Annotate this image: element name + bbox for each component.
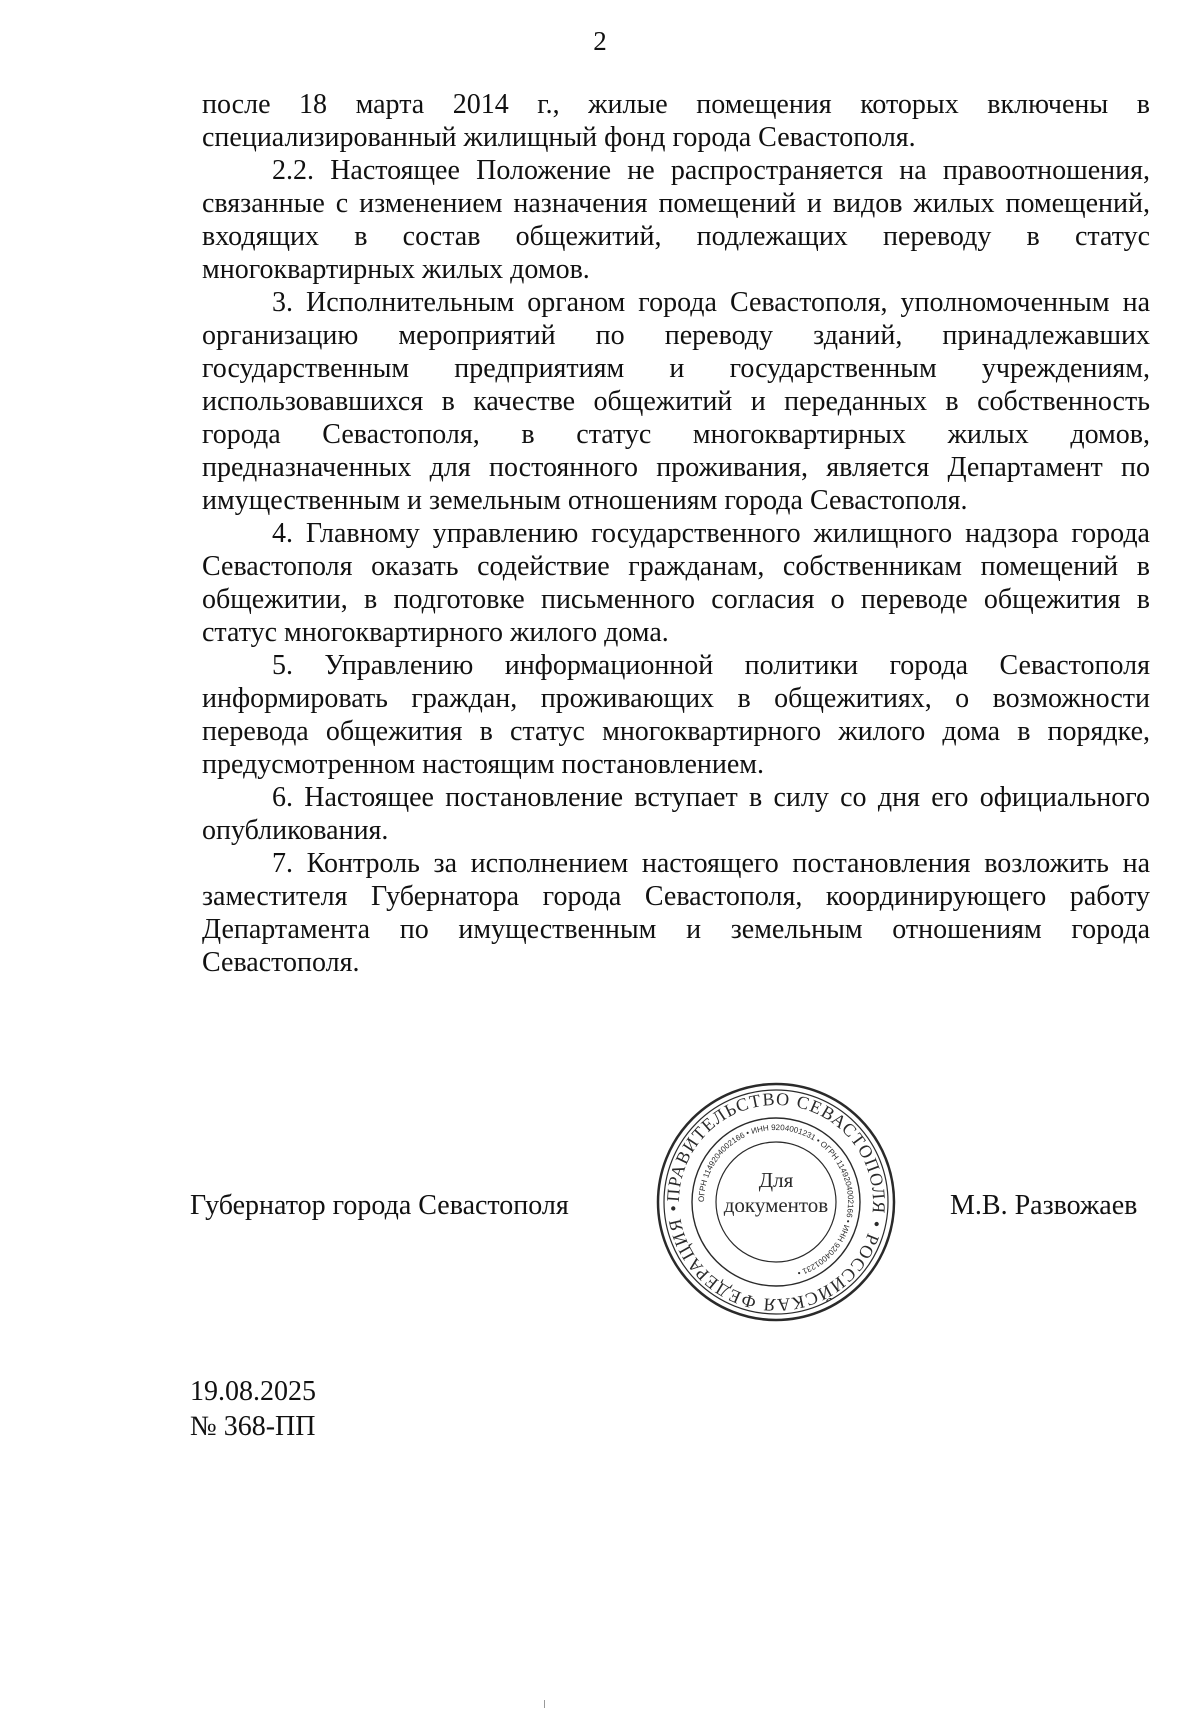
paragraph-2-2: 2.2. Настоящее Положение не распространяется на правоотношения, связанные с изменением назначения помещений и видов жилых помещений, входящих в состав общежитий, подлежащих переводу в статус многоквартирных жилых домов. (202, 155, 1150, 285)
document-number: № 368-ПП (190, 1411, 316, 1442)
document-date: 19.08.2025 (190, 1376, 316, 1407)
seal-outer-text: ПРАВИТЕЛЬСТВО СЕВАСТОПОЛЯ • РОССИЙСКАЯ ФЕДЕРАЦИЯ • (662, 1088, 890, 1316)
document-requisites (190, 1374, 316, 1444)
official-seal (656, 1082, 896, 1322)
seal-inner-text: ОГРН 1149204002166 • ИНН 9204001231 • ОГРН 1149204002166 • ИНН 9204001231 • (696, 1122, 856, 1278)
seal-center-line-1: Для (758, 1168, 794, 1192)
paragraph-5: 5. Управлению информационной политики города Севастополя информировать граждан, проживающих в общежитиях, о возможности перевода общежития в статус многоквартирного жилого дома в порядке, предусмотренном настоящим постановлением. (202, 650, 1150, 780)
seal-center-line-2: документов (723, 1193, 829, 1217)
scan-mark (544, 1700, 545, 1708)
signatory-position: Губернатор города Севастополя (190, 1190, 569, 1221)
page-number: 2 (593, 26, 607, 56)
paragraph-7: 7. Контроль за исполнением настоящего постановления возложить на заместителя Губернатора города Севастополя, координирующего работу Департамента по имущественным и земельным отношениям города Севастополя. (202, 848, 1150, 978)
document-body (202, 88, 1150, 979)
paragraph-6: 6. Настоящее постановление вступает в силу со дня его официального опубликования. (202, 782, 1150, 846)
paragraph-continuation: после 18 марта 2014 г., жилые помещения которых включены в специализированный жилищный фонд города Севастополя. (202, 89, 1150, 153)
paragraph-3: 3. Исполнительным органом города Севастополя, уполномоченным на организацию мероприятий по переводу зданий, принадлежавших государственным предприятиям и государственным учреждениям, использовавшихся в качестве общежитий и переданных в собственность города Севастополя, в статус многоквартирных жилых домов, предназначенных для постоянного проживания, является Департамент по имущественным и земельным отношениям города Севастополя. (202, 287, 1150, 516)
signatory-name: М.В. Развожаев (950, 1190, 1138, 1221)
paragraph-4: 4. Главному управлению государственного жилищного надзора города Севастополя оказать содействие гражданам, собственникам помещений в общежитии, в подготовке письменного согласия о переводе общежития в статус многоквартирного жилого дома. (202, 518, 1150, 648)
